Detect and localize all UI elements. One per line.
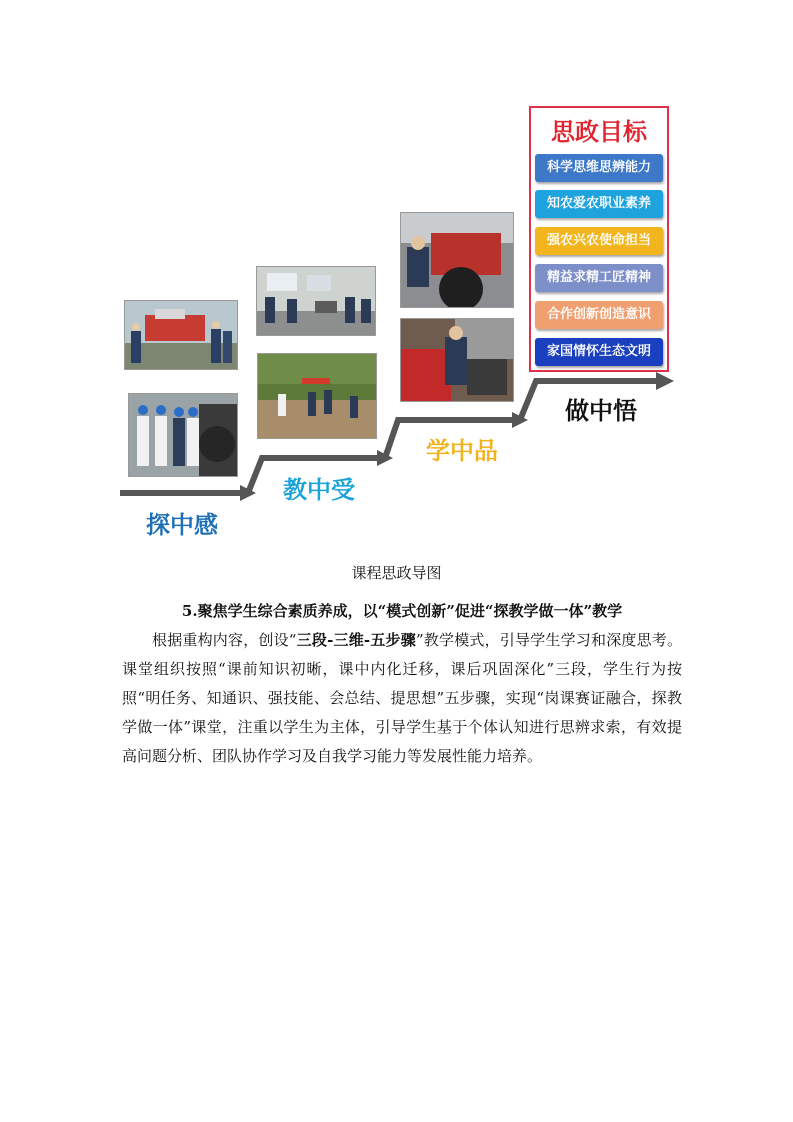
photo-students-helmets bbox=[128, 393, 238, 477]
step-label-explore: 探中感 bbox=[146, 511, 218, 539]
photo-classroom bbox=[256, 266, 376, 336]
goals-title: 思政目标 bbox=[551, 118, 647, 146]
paragraph-text-rest: ”教学模式，引导学生学习和深度思考。课堂组织按照“课前知识初晰，课中内化迁移，课后巩固深化”三段，学生行为按照“明任务、知通识、强技能、会总结、提思想”五步骤，实现“岗课赛证融合，探教学做一体”课堂，注重以学生为主体，引导学生基于个体认知进行思辨求索，有效提高问题分析、团队协作学习及自我学习能力等发展性能力培养。 bbox=[122, 631, 683, 765]
step-label-learn: 学中品 bbox=[426, 437, 498, 465]
paragraph-bold-term: 三段-三维-五步骤 bbox=[296, 631, 416, 649]
course-mind-map bbox=[0, 0, 793, 560]
goal-item: 合作创新创造意识 bbox=[535, 301, 663, 329]
section-heading: 5.聚焦学生综合素质养成，以“模式创新”促进“探教学做一体”教学 bbox=[181, 602, 623, 620]
step-label-do: 做中悟 bbox=[565, 397, 637, 425]
photo-field-machinery bbox=[124, 300, 238, 370]
goal-item: 精益求精工匠精神 bbox=[535, 264, 663, 292]
photo-tractor-repair bbox=[400, 318, 514, 402]
photo-paddy-field bbox=[257, 353, 377, 439]
goal-item: 科学思维思辨能力 bbox=[535, 154, 663, 182]
paragraph-text-start: 根据重构内容，创设“ bbox=[152, 631, 297, 649]
goal-item: 知农爱农职业素养 bbox=[535, 190, 663, 218]
goal-item: 强农兴农使命担当 bbox=[535, 227, 663, 255]
body-paragraph bbox=[122, 626, 682, 771]
photo-tractor-engine bbox=[400, 212, 514, 308]
ideological-goals-panel bbox=[529, 106, 669, 372]
step-label-teach: 教中受 bbox=[283, 476, 355, 504]
staircase-arrow bbox=[0, 0, 793, 560]
goal-item: 家国情怀生态文明 bbox=[535, 338, 663, 366]
figure-caption: 课程思政导图 bbox=[351, 564, 442, 582]
